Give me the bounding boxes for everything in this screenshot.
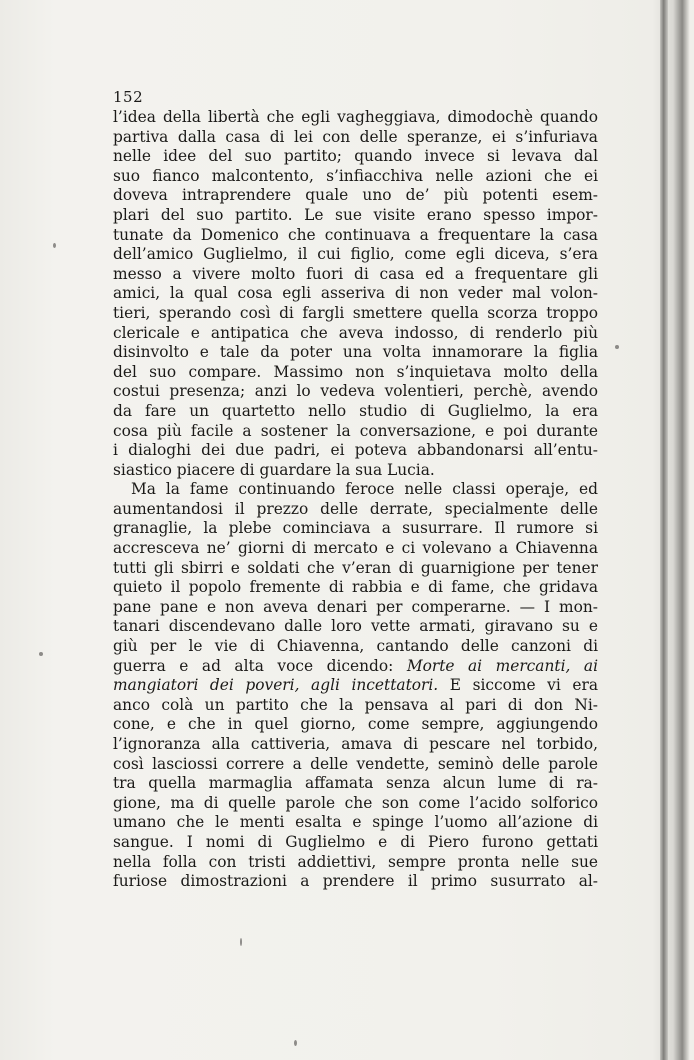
text-line [113, 578, 598, 598]
text-run: furiose dimostrazioni a prendere il primo susurrato al- [113, 872, 598, 891]
print-speck [39, 652, 43, 656]
body-text [113, 108, 598, 892]
italic-run: Morte ai mercanti, ai [406, 656, 598, 675]
text-run: partiva dalla casa di lei con delle speranze, ei s’infuriava [113, 127, 598, 146]
text-run: anco colà un partito che la pensava al pari di don Ni- [113, 695, 598, 714]
text-run: dell’amico Guglielmo, il cui figlio, come egli diceva, s’era [113, 245, 598, 264]
text-line [113, 519, 598, 539]
text-line [113, 245, 598, 265]
text-run: da fare un quartetto nello studio di Guglielmo, la era [113, 401, 598, 420]
text-line [113, 128, 598, 148]
text-run: tunate da Domenico che continuava a frequentare la casa [113, 225, 598, 244]
print-speck [615, 345, 619, 349]
text-run: l’ignoranza alla cattiveria, amava di pescare nel torbido, [113, 735, 598, 753]
text-line [113, 637, 598, 657]
text-run: clericale e antipatica che aveva indosso, di renderlo più [113, 323, 598, 342]
text-line [113, 735, 598, 755]
text-line [113, 755, 598, 775]
text-run: aumentandosi il prezzo delle derrate, specialmente delle [113, 499, 598, 518]
text-line [113, 441, 598, 461]
text-run: siastico piacere di guardare la sua Lucia. [113, 460, 435, 479]
text-run: così lasciossi correre a delle vendette, seminò delle parole [113, 754, 598, 773]
text-line [113, 422, 598, 442]
text-run: guerra e ad alta voce dicendo: [113, 656, 407, 675]
text-run: granaglie, la plebe cominciava a susurrare. Il rumore si [113, 519, 598, 538]
text-line [113, 265, 598, 285]
text-line [113, 226, 598, 246]
text-line [113, 343, 598, 363]
text-run: cosa più facile a sostener la conversazione, e poi durante [113, 421, 598, 440]
italic-run: mangiatori dei poveri, agli incettatori. [113, 676, 439, 695]
text-line [113, 108, 598, 128]
text-run: disinvolto e tale da poter una volta innamorare la figlia [113, 343, 598, 362]
print-speck [53, 243, 56, 248]
text-line [113, 853, 598, 873]
text-line [113, 617, 598, 637]
text-line [113, 363, 598, 383]
text-line [113, 147, 598, 167]
text-run: umano che le menti esalta e spinge l’uomo all’azione di [113, 813, 598, 832]
text-line [113, 559, 598, 579]
text-run: cone, e che in quel giorno, come sempre, aggiungendo [113, 715, 598, 734]
page-number: 152 [113, 88, 144, 106]
text-run: quieto il popolo fremente di rabbia e di fame, che gridava [113, 578, 598, 597]
text-run: costui presenza; anzi lo vedeva volentieri, perchè, avendo [113, 382, 598, 401]
text-line [113, 284, 598, 304]
print-speck [294, 1040, 297, 1046]
text-run: nelle idee del suo partito; quando invece si levava dal [113, 147, 598, 166]
text-run: accresceva ne’ giorni di mercato e ci volevano a Chiavenna [113, 539, 598, 558]
text-line [113, 304, 598, 324]
text-line [113, 324, 598, 344]
text-run: amici, la qual cosa egli asseriva di non veder mal volon- [113, 284, 598, 303]
text-line [113, 382, 598, 402]
text-run: plari del suo partito. Le sue visite erano spesso impor- [113, 205, 598, 224]
text-line [113, 872, 598, 892]
text-run: tanari discendevano dalle loro vette armati, giravano su e [113, 617, 598, 636]
text-line [113, 461, 598, 481]
text-line [113, 813, 598, 833]
text-line [113, 715, 598, 735]
text-line [113, 676, 598, 696]
print-speck [240, 938, 242, 946]
page-gutter-shadow [660, 0, 668, 1060]
text-line [113, 206, 598, 226]
text-line [113, 167, 598, 187]
text-run: tieri, sperando così di fargli smettere quella scorza troppo [113, 303, 598, 322]
text-line [113, 402, 598, 422]
text-run: sangue. I nomi di Guglielmo e di Piero furono gettati [113, 832, 598, 851]
text-run: E siccome vi era [438, 676, 599, 695]
text-run: nella folla con tristi addiettivi, sempre pronta nelle sue [113, 852, 598, 871]
text-line [113, 480, 598, 500]
text-line [113, 696, 598, 716]
text-run: messo a vivere molto fuori di casa ed a frequentare gli [113, 264, 598, 283]
text-run: i dialoghi dei due padri, ei poteva abbandonarsi all’entu- [113, 441, 598, 460]
text-run: tutti gli sbirri e soldati che v’eran di guarnigione per tener [113, 558, 598, 577]
text-line [113, 539, 598, 559]
text-run: gione, ma di quelle parole che son come l’acido solforico [113, 793, 598, 812]
text-run: Ma la fame continuando feroce nelle classi operaje, ed [131, 480, 598, 499]
text-run: suo fianco malcontento, s’infiacchiva nelle azioni che ei [113, 166, 598, 185]
text-run: l’idea della libertà che egli vagheggiava, dimodochè quando [113, 108, 598, 126]
text-line [113, 833, 598, 853]
text-line [113, 774, 598, 794]
text-run: doveva intraprendere quale uno de’ più potenti esem- [113, 186, 598, 205]
text-run: del suo compare. Massimo non s’inquietava molto della [113, 362, 598, 381]
text-line [113, 598, 598, 618]
text-run: pane pane e non aveva denari per comperarne. — I mon- [113, 597, 598, 616]
text-line [113, 186, 598, 206]
text-run: tra quella marmaglia affamata senza alcun lume di ra- [113, 774, 598, 793]
text-line [113, 657, 598, 677]
text-line [113, 500, 598, 520]
text-line [113, 794, 598, 814]
text-run: giù per le vie di Chiavenna, cantando delle canzoni di [113, 637, 598, 656]
